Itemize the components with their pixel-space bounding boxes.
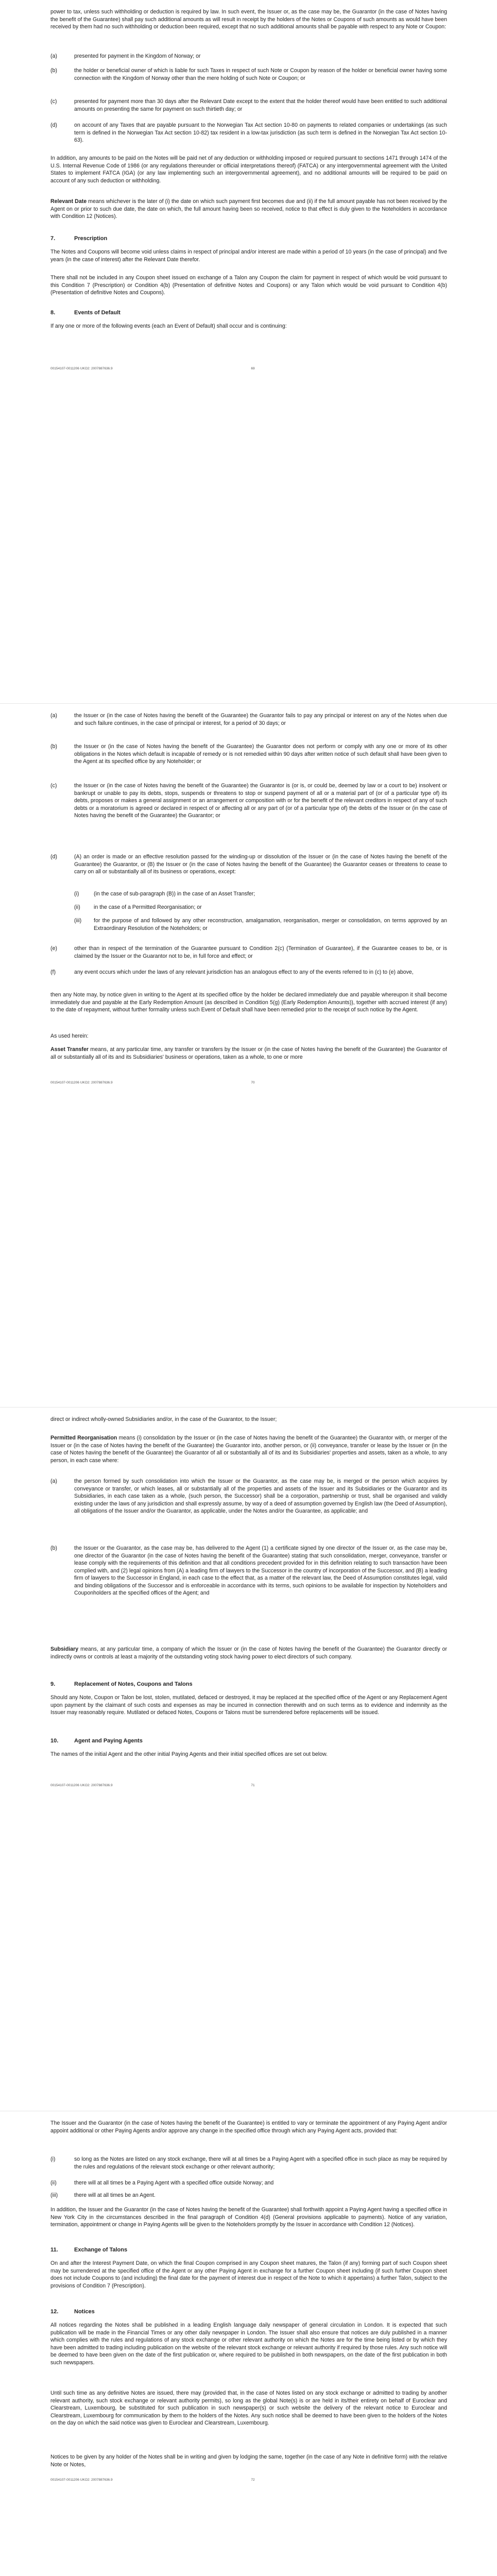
notices-paragraph: All notices regarding the Notes shall be published in a leading English language daily newspaper of general circulation in London. It is expected that such publication will be made in the Financial Times or any other daily newspaper in London. The Issuer shall also ensure that notices are duly published in a manner which complies with the rules and regulations of any stock exchange or other relevant authority on which the Notes are for the time being listed or by which they have been admitted to trading including publication on the website of the relevant stock exchange or relevant authority if required by those rules. Any such notice will be deemed to have been given on the date of the first publication or, where required to be published in both newspapers, on the date of the first publication in both such newspapers. (50, 2322, 447, 2366)
page-number: 71 (251, 1784, 255, 1787)
section-heading-prescription: 7. Prescription (50, 235, 108, 242)
list-item: (e) other than in respect of the termination of the Guarantee pursuant to Condition 2(c) (Termination of Guarantee), if the Guarantee ceases to be, or is claimed by the Issuer or the Guarantor not to be, in full force and effect; or (50, 945, 447, 959)
list-item: (a) the Issuer or (in the case of Notes having the benefit of the Guarantee) the Guarantor fails to pay any principal or interest on any of the Notes when due and such failure continues, in the case of principal or interest, for a period of 30 days; or (50, 713, 447, 726)
acceleration-paragraph: then any Note may, by notice given in writing to the Agent at its specified office by the holder be declared immediately due and payable whereupon it shall become immediately due and payable at the Early Redemption Amount (as described in Condition 5(g) (Early Redemption Amounts)), together with accrued interest (if any) to the date of repayment, without further formality unless such Event of Default shall have been remedied prior to the receipt of such notice by the Agent. (50, 992, 447, 1013)
section-heading-events-of-default: 8. Events of Default (50, 310, 121, 316)
events-of-default-intro: If any one or more of the following events (each an Event of Default) shall occur and is continuing: (50, 323, 287, 329)
section-heading-notices: 12. Notices (50, 2309, 95, 2315)
list-item: (ii) there will at all times be a Paying Agent with a specified office outside Norway; and (50, 2180, 274, 2186)
section-heading-agents: 10. Agent and Paying Agents (50, 1738, 143, 1744)
notices-paragraph: Notices to be given by any holder of the Notes shall be in writing and given by lodging the same, together (in the case of any Note in definitive form) with the relative Note or Notes, (50, 2454, 447, 2468)
sub-list-item: (i) (in the case of sub-paragraph (B)) in the case of an Asset Transfer; (74, 891, 255, 897)
document-page-72: The Issuer and the Guarantor (in the case of Notes having the benefit of the Guarantee) is entitled to vary or terminate the appointment of any Paying Agent and/or appoint additional or other Paying Agents and/or approve any change in the specified office through which any Paying Agent acts, provided that: (i) so long as the Notes are listed on any stock exchange, there will at all times be a Paying Agent with a specified office in such place as may be required by the rules and regulations of the relevant stock exchange or other relevant authority; (ii) there will at all times be a Paying Agent with a specified office outside Norway; and (iii) there will at all times be an Agent. In addition, the Issuer and the Guarantor (in the case of Notes having the benefit of the Guarantee) shall forthwith appoint a Paying Agent having a specified office in New York City in the circumstances described in the final paragraph of Condition 4(d) (General provisions applicable to payments). Notice of any variation, termination, appointment or change in Paying Agents will be given to the Noteholders promptly by the Issuer in accordance with Condition 12 (Notices). 11. Exchange of Talons On and after the Interest Payment Date, on which the final Coupon comprised in any Coupon sheet matures, the Talon (if any) forming part of such Coupon sheet may be surrendered at the specified office of the Agent or any other Paying Agent in exchange for a further Coupon sheet including (if such further Coupon sheet does not include Coupons to (and including) the final date for the payment of interest due in respect of the Note to which it appertains) a further Talon, subject to the provisions of Condition 7 (Prescription). 12. Notices All notices regarding the Notes shall be published in a leading English language daily newspaper of general circulation in London. It is expected that such publication will be made in the Financial Times or any other daily newspaper in London. The Issuer shall also ensure that notices are duly published in a manner which complies with the rules and regulations of any stock exchange or other relevant authority on which the Notes are for the time being listed or by which they have been admitted to trading including publication on the website of the relevant stock exchange or relevant authority if required by those rules. Any such notice will be deemed to have been given on the date of the first publication or, where required to be published in both newspapers, on the date of the first publication in both such newspapers. Until such time as any definitive Notes are issued, there may (provided that, in the case of Notes listed on any stock exchange or admitted to trading by another relevant authority, such stock exchange or relevant authority permits), so long as the global Note(s) is or are held in its/their entirety on behalf of Euroclear and Clearstream, Luxembourg, be substituted for such publication in such newspaper(s) or such website the delivery of the relevant notice to Euroclear and Clearstream, Luxembourg for communication by them to the holders of the Notes. Any such notice shall be deemed to have been given to the holders of the Notes on the day on which the said notice was given to Euroclear and Clearstream, Luxembourg. Notices to be given by any holder of the Notes shall be in writing and given by lodging the same, together (in the case of any Note in definitive form) with the relative Note or Notes, 00154107-0011206 UKO2: 2007887636.9 72 (50, 2120, 447, 2482)
asset-transfer-definition: Asset Transfer means, at any particular time, any transfer or transfers by the Issuer or (in the case of Notes having the benefit of the Guarantee) the Guarantor of all or substantially all of its and its Subsidiaries' business or operations, taken as a whole, to one or more (50, 1046, 447, 1060)
relevant-date-definition: Relevant Date means whichever is the later of (i) the date on which such payment first becomes due and (ii) if the full amount payable has not been received by the Agent on or prior to such due date, the date on which, the full amount having been so received, notice to that effect is duly given to the Noteholders in accordance with Condition 12 (Notices). (50, 198, 447, 219)
document-page-69: power to tax, unless such withholding or deduction is required by law. In such event, the Issuer or, as the case may be, the Guarantor (in the case of Notes having the benefit of the Guarantee) shall pay such additional amounts as will result in receipt by the holders of the Notes or Coupons of such amounts as would have been received by them had no such withholding or deduction been required, except that no such additional amounts shall be payable with respect to any Note or Coupon: (a) presented for payment in the Kingdom of Norway; or (b) the holder or beneficial owner of which is liable for such Taxes in respect of such Note or Coupon by reason of the holder or beneficial owner having some connection with the Kingdom of Norway other than the mere holding of such Note or Coupon; or (c) presented for payment more than 30 days after the Relevant Date except to the extent that the holder thereof would have been entitled to such additional amounts on presenting the same for payment on such thirtieth day; or (d) on account of any Taxes that are payable pursuant to the Norwegian Tax Act section 10-80 on payments to related companies or undertakings (as such term is defined in the Norwegian Tax Act section 10-82) tax resident in a low-tax jurisdiction (as such term is defined in the Norwegian Tax Act section 10-63). In addition, any amounts to be paid on the Notes will be paid net of any deduction or withholding imposed or required pursuant to sections 1471 through 1474 of the U.S. Internal Revenue Code of 1986 (or any regulations thereunder or official interpretations thereof) (FATCA) or any intergovernmental agreement with the United States to implement FATCA (IGA) (or any law implementing such an intergovernmental agreement), and no additional amounts will be required to be paid on account of any such deduction or withholding. Relevant Date means whichever is the later of (i) the date on which such payment first becomes due and (ii) if the full amount payable has not been received by the Agent on or prior to such due date, the date on which, the full amount having been so received, notice to that effect is duly given to the Noteholders in accordance with Condition 12 (Notices). 7. Prescription The Notes and Coupons will become void unless claims in respect of principal and/or interest are made within a period of 10 years (in the case of principal) and five years (in the case of interest) after the Relevant Date therefor. There shall not be included in any Coupon sheet issued on exchange of a Talon any Coupon the claim for payment in respect of which would be void pursuant to this Condition 7 (Prescription) or Condition 4(b) (Presentation of definitive Notes and Coupons) or any Talon which would be void pursuant to Condition 4(b) (Presentation of definitive Notes and Coupons). 8. Events of Default If any one or more of the following events (each an Event of Default) shall occur and is continuing: 00154107-0011206 UKO2: 2007887636.9 69 (50, 9, 447, 370)
page-number: 69 (251, 367, 255, 370)
replacement-paragraph: Should any Note, Coupon or Talon be lost, stolen, mutilated, defaced or destroyed, it may be replaced at the specified office of the Agent or any Replacement Agent upon payment by the claimant of such costs and expenses as may be incurred in connection therewith and on such terms as to evidence and indemnity as the Issuer may reasonably require. Mutilated or defaced Notes, Coupons or Talons must be surrendered before replacements will be issued. (50, 1694, 447, 1716)
continued-paragraph: direct or indirect wholly-owned Subsidiaries and/or, in the case of the Guarantor, to the Issuer; (50, 1416, 277, 1422)
sub-list-item: (iii) for the purpose of and followed by any other reconstruction, amalgamation, reorganisation, merger or consolidation, on terms approved by an Extraordinary Resolution of the Noteholders; or (74, 918, 447, 931)
page-number: 72 (251, 2478, 255, 2482)
page-number: 70 (251, 1081, 255, 1084)
list-item: (i) so long as the Notes are listed on any stock exchange, there will at all times be a Paying Agent with a specified office in such place as may be required by the rules and regulations of the relevant stock exchange or other relevant authority; (50, 2156, 447, 2170)
fatca-paragraph: In addition, any amounts to be paid on the Notes will be paid net of any deduction or withholding imposed or required pursuant to sections 1471 through 1474 of the U.S. Internal Revenue Code of 1986 (or any regulations thereunder or official interpretations thereof) (FATCA) or any intergovernmental agreement with the United States to implement FATCA (IGA) (or any law implementing such an intergovernmental agreement), and no additional amounts will be required to be paid on account of any such deduction or withholding. (50, 155, 447, 184)
sub-list-item: (ii) in the case of a Permitted Reorganisation; or (74, 904, 202, 910)
list-item: (a) presented for payment in the Kingdom of Norway; or (50, 53, 201, 59)
prescription-paragraph: There shall not be included in any Coupon sheet issued on exchange of a Talon any Coupon the claim for payment in respect of which would be void pursuant to this Condition 7 (Prescription) or Condition 4(b) (Presentation of definitive Notes and Coupons) or any Talon which would be void pursuant to Condition 4(b) (Presentation of definitive Notes and Coupons). (50, 275, 447, 296)
addition-paragraph: In addition, the Issuer and the Guarantor (in the case of Notes having the benefit of the Guarantee) shall forthwith appoint a Paying Agent having a specified office in New York City in the circumstances described in the final paragraph of Condition 4(d) (General provisions applicable to payments). Notice of any variation, termination, appointment or change in Paying Agents will be given to the Noteholders promptly by the Issuer in accordance with Condition 12 (Notices). (50, 2207, 447, 2228)
list-item: (d) (A) an order is made or an effective resolution passed for the winding-up or dissolution of the Issuer or (in the case of Notes having the benefit of the Guarantee) the Guarantor, or (B) the Issuer or (in the case of Notes having the benefit of the Guarantee) the Guarantor ceases or threatens to cease to carry on all or substantially all of its business or operations, except: (50, 854, 447, 875)
section-heading-exchange: 11. Exchange of Talons (50, 2247, 128, 2253)
agents-paragraph: The names of the initial Agent and the other initial Paying Agents and their initial specified offices are set out below. (50, 1751, 328, 1757)
section-heading-replacement: 9. Replacement of Notes, Coupons and Talons (50, 1681, 193, 1687)
paying-agent-intro: The Issuer and the Guarantor (in the case of Notes having the benefit of the Guarantee) is entitled to vary or terminate the appointment of any Paying Agent and/or appoint additional or other Paying Agents and/or approve any change in the specified office through which any Paying Agent acts, provided that: (50, 2120, 447, 2134)
list-item: (c) presented for payment more than 30 days after the Relevant Date except to the extent that the holder thereof would have been entitled to such additional amounts on presenting the same for payment on such thirtieth day; or (50, 98, 447, 112)
exchange-paragraph: On and after the Interest Payment Date, on which the final Coupon comprised in any Coupon sheet matures, the Talon (if any) forming part of such Coupon sheet may be surrendered at the specified office of the Agent or any other Paying Agent in exchange for a further Coupon sheet including (if such further Coupon sheet does not include Coupons to (and including) the final date for the payment of interest due in respect of the Note to which it appertains) a further Talon, subject to the provisions of Condition 7 (Prescription). (50, 2260, 447, 2289)
document-page-70: (a) the Issuer or (in the case of Notes having the benefit of the Guarantee) the Guarantor fails to pay any principal or interest on any of the Notes when due and such failure continues, in the case of principal or interest, for a period of 30 days; or (b) the Issuer or (in the case of Notes having the benefit of the Guarantee) the Guarantor does not perform or comply with any one or more of its other obligations in the Notes which default is incapable of remedy or is not remedied within 90 days after written notice of such default shall have been given to the Agent at its specified office by any Noteholder; or (c) the Issuer or (in the case of Notes having the benefit of the Guarantee) the Guarantor is (or is, or could be, deemed by law or a court to be) insolvent or bankrupt or unable to pay its debts, stops, suspends or threatens to stop or suspend payment of all or a material part of (or of a particular type of) its debts, proposes or makes a general assignment or an arrangement or composition with or for the benefit of the relevant creditors in respect of any of such debts or a moratorium is agreed or declared in respect of or affecting all or any part of (or of a particular type of) the debts of the Issuer or (in the case of Notes having the benefit of the Guarantee) the Guarantor; or (d) (A) an order is made or an effective resolution passed for the winding-up or dissolution of the Issuer or (in the case of Notes having the benefit of the Guarantee) the Guarantor, or (B) the Issuer or (in the case of Notes having the benefit of the Guarantee) the Guarantor ceases or threatens to cease to carry on all or substantially all of its business or operations, except: (i) (in the case of sub-paragraph (B)) in the case of an Asset Transfer; (ii) in the case of a Permitted Reorganisation; or (iii) for the purpose of and followed by any other reconstruction, amalgamation, reorganisation, merger or consolidation, on terms approved by an Extraordinary Resolution of the Noteholders; or (e) other than in respect of the termination of the Guarantee pursuant to Condition 2(c) (Termination of Guarantee), if the Guarantee ceases to be, or is claimed by the Issuer or the Guarantor not to be, in full force and effect; or (f) any event occurs which under the laws of any relevant jurisdiction has an analogous effect to any of the events referred to in (c) to (e) above, then any Note may, by notice given in writing to the Agent at its specified office by the holder be declared immediately due and payable whereupon it shall become immediately due and payable at the Early Redemption Amount (as described in Condition 5(g) (Early Redemption Amounts)), together with accrued interest (if any) to the date of repayment, without further formality unless such Event of Default shall have been remedied prior to the receipt of such notice by the Agent. As used herein: Asset Transfer means, at any particular time, any transfer or transfers by the Issuer or (in the case of Notes having the benefit of the Guarantee) the Guarantor of all or substantially all of its and its Subsidiaries' business or operations, taken as a whole, to one or more 00154107-0011206 UKO2: 2007887636.9 70 (50, 713, 447, 1084)
as-used-herein: As used herein: (50, 1033, 89, 1039)
list-item: (a) the person formed by such consolidation into which the Issuer or the Guarantor, as the case may be, is merged or the person which acquires by conveyance or transfer, or which leases, all or substantially all of the properties and assets of the Issuer and its Subsidiaries or the Guarantor and its Subsidiaries, in each case taken as a whole, (such person, the Successor) shall be a corporation, partnership or trust, shall be organised and validly existing under the laws of any jurisdiction and shall expressly assume, by way of a deed of assumption governed by English law (the Deed of Assumption), all obligations of the Issuer and/or the Guarantor, as applicable, under the Notes and/or the Guarantee, as applicable; and (50, 1478, 447, 1514)
document-page-71: direct or indirect wholly-owned Subsidiaries and/or, in the case of the Guarantor, to the Issuer; Permitted Reorganisation means (i) consolidation by the Issuer or (in the case of Notes having the benefit of the Guarantee) the Guarantor with, or merger of the Issuer or (in the case of Notes having the benefit of the Guarantee) the Guarantor into, another person, or (ii) conveyance, transfer or lease by the Issuer or (in the case of Notes having the benefit of the Guarantee) the Guarantor of all or substantially all of its and its Subsidiaries' properties and assets, taken as a whole, to any person, in each case where: (a) the person formed by such consolidation into which the Issuer or the Guarantor, as the case may be, is merged or the person which acquires by conveyance or transfer, or which leases, all or substantially all of the properties and assets of the Issuer and its Subsidiaries or the Guarantor and its Subsidiaries, in each case taken as a whole, (such person, the Successor) shall be a corporation, partnership or trust, shall be organised and validly existing under the laws of any jurisdiction and shall expressly assume, by way of a deed of assumption governed by English law (the Deed of Assumption), all obligations of the Issuer and/or the Guarantor, as applicable, under the Notes and/or the Guarantee, as applicable; and (b) the Issuer or the Guarantor, as the case may be, has delivered to the Agent (1) a certificate signed by one director of the Issuer or, as the case may be, one director of the Guarantor (in the case of Notes having the benefit of the Guarantee) stating that such consolidation, merger, conveyance, transfer or lease comply with the requirements of this definition and that all conditions precedent provided for in this definition relating to such transaction have been complied with, and (2) legal opinions from (A) a leading firm of lawyers to the Successor in the country of incorporation of the Successor, and (B) a leading firm of lawyers to the Successor in England, in each case to the effect that, as a matter of the relevant law, the Deed of Assumption constitutes legal, valid and binding obligations of the Successor and is enforceable in accordance with its terms, such opinions to be available for inspection by Noteholders and Couponholders at the specified offices of the Agent; and Subsidiary means, at any particular time, a company of which the Issuer or (in the case of Notes having the benefit of the Guarantee) the Guarantor directly or indirectly owns or controls at least a majority of the outstanding voting stock having power to elect directors of such company. 9. Replacement of Notes, Coupons and Talons Should any Note, Coupon or Talon be lost, stolen, mutilated, defaced or destroyed, it may be replaced at the specified office of the Agent or any Replacement Agent upon payment by the claimant of such costs and expenses as may be incurred in connection therewith and on such terms as to evidence and indemnity as the Issuer may reasonably require. Mutilated or defaced Notes, Coupons or Talons must be surrendered before replacements will be issued. 10. Agent and Paying Agents The names of the initial Agent and the other initial Paying Agents and their initial specified offices are set out below. 00154107-0011206 UKO2: 2007887636.9 71 (50, 1416, 448, 1787)
list-item: (b) the Issuer or (in the case of Notes having the benefit of the Guarantee) the Guarantor does not perform or comply with any one or more of its other obligations in the Notes which default is incapable of remedy or is not remedied within 90 days after written notice of such default shall have been given to the Agent at its specified office by any Noteholder; or (50, 743, 447, 765)
list-item: (f) any event occurs which under the laws of any relevant jurisdiction has an analogous effect to any of the events referred to in (c) to (e) above, (50, 969, 414, 975)
list-item: (iii) there will at all times be an Agent. (50, 2192, 156, 2198)
notices-paragraph: Until such time as any definitive Notes are issued, there may (provided that, in the case of Notes listed on any stock exchange or admitted to trading by another relevant authority, such stock exchange or relevant authority permits), so long as the global Note(s) is or are held in its/their entirety on behalf of Euroclear and Clearstream, Luxembourg, be substituted for such publication in such newspaper(s) or such website the delivery of the relevant notice to Euroclear and Clearstream, Luxembourg for communication by them to the holders of the Notes. Any such notice shall be deemed to have been given to the holders of the Notes on the day on which the said notice was given to Euroclear and Clearstream, Luxembourg. (50, 2390, 447, 2426)
list-item: (b) the holder or beneficial owner of which is liable for such Taxes in respect of such Note or Coupon by reason of the holder or beneficial owner having some connection with the Kingdom of Norway other than the mere holding of such Note or Coupon; or (50, 67, 447, 81)
subsidiary-definition: Subsidiary means, at any particular time, a company of which the Issuer or (in the case of Notes having the benefit of the Guarantee) the Guarantor directly or indirectly owns or controls at least a majority of the outstanding voting stock having power to elect directors of such company. (50, 1646, 447, 1660)
prescription-paragraph: The Notes and Coupons will become void unless claims in respect of principal and/or interest are made within a period of 10 years (in the case of principal) and five years (in the case of interest) after the Relevant Date therefor. (50, 249, 447, 263)
list-item: (c) the Issuer or (in the case of Notes having the benefit of the Guarantee) the Guarantor is (or is, or could be, deemed by law or a court to be) insolvent or bankrupt or unable to pay its debts, stops, suspends or threatens to stop or suspend payment of all or a material part of (or of a particular type of) its debts, proposes or makes a general assignment or an arrangement or composition with or for the benefit of the relevant creditors in respect of any of such debts or a moratorium is agreed or declared in respect of or affecting all or any part of (or of a particular type of) the debts of the Issuer or (in the case of Notes having the benefit of the Guarantee) the Guarantor; or (50, 783, 447, 819)
intro-paragraph: power to tax, unless such withholding or deduction is required by law. In such event, the Issuer or, as the case may be, the Guarantor (in the case of Notes having the benefit of the Guarantee) shall pay such additional amounts as will result in receipt by the holders of the Notes or Coupons of such amounts as would have been received by them had no such withholding or deduction been required, except that no such additional amounts shall be payable with respect to any Note or Coupon: (50, 9, 447, 30)
list-item: (b) the Issuer or the Guarantor, as the case may be, has delivered to the Agent (1) a certificate signed by one director of the Issuer or, as the case may be, one director of the Guarantor (in the case of Notes having the benefit of the Guarantee) stating that such consolidation, merger, conveyance, transfer or lease comply with the requirements of this definition and that all conditions precedent provided for in this definition relating to such transaction have been complied with, and (2) legal opinions from (A) a leading firm of lawyers to the Successor in the country of incorporation of the Successor, and (B) a leading firm of lawyers to the Successor in England, in each case to the effect that, as a matter of the relevant law, the Deed of Assumption constitutes legal, valid and binding obligations of the Successor and is enforceable in accordance with its terms, such opinions to be available for inspection by Noteholders and Couponholders at the specified offices of the Agent; and (50, 1545, 447, 1596)
list-item: (d) on account of any Taxes that are payable pursuant to the Norwegian Tax Act section 10-80 on payments to related companies or undertakings (as such term is defined in the Norwegian Tax Act section 10-82) tax resident in a low-tax jurisdiction (as such term is defined in the Norwegian Tax Act section 10-63). (50, 122, 447, 143)
permitted-reorganisation-definition: Permitted Reorganisation means (i) consolidation by the Issuer or (in the case of Notes having the benefit of the Guarantee) the Guarantor with, or merger of the Issuer or (in the case of Notes having the benefit of the Guarantee) the Guarantor into, another person, or (ii) conveyance, transfer or lease by the Issuer or (in the case of Notes having the benefit of the Guarantee) the Guarantor of all or substantially all of its and its Subsidiaries' properties and assets, taken as a whole, to any person, in each case where: (50, 1435, 448, 1464)
